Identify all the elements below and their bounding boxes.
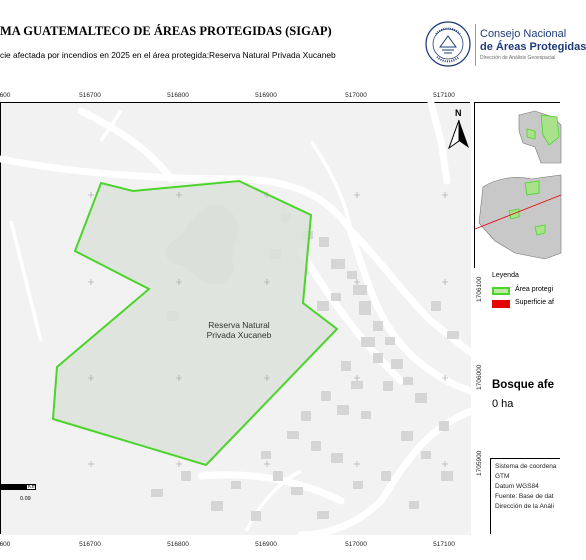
y-tick-right: 1705900 bbox=[476, 450, 483, 476]
metadata-line: GTM bbox=[495, 473, 510, 480]
x-tick-bottom: 516700 bbox=[79, 541, 101, 548]
inset-map-canvas bbox=[475, 103, 561, 269]
metadata-line: Dirección de la Análi bbox=[495, 503, 554, 510]
org-department: Dirección de Análisis Geoespacial bbox=[480, 55, 556, 61]
protected-area-label bbox=[184, 320, 294, 340]
header bbox=[0, 0, 560, 80]
map-title: MA GUATEMALTECO DE ÁREAS PROTEGIDAS (SIGAP) bbox=[0, 24, 332, 38]
x-tick-top: 517000 bbox=[345, 92, 367, 99]
scale-value: 0.09 bbox=[20, 496, 31, 502]
map-canvas[interactable] bbox=[1, 103, 471, 535]
legend-label-protected-area: Área protegi bbox=[515, 286, 554, 293]
y-tick-right: 1706100 bbox=[476, 276, 483, 302]
logo-divider bbox=[475, 24, 476, 66]
north-arrow-shape bbox=[448, 120, 470, 150]
x-tick-bottom: 600 bbox=[0, 541, 11, 548]
inset-protected-upper2 bbox=[527, 129, 535, 139]
x-tick-bottom: 517000 bbox=[345, 541, 367, 548]
metadata-line: Fuente: Base de dat bbox=[495, 493, 554, 500]
affected-forest-value: 0 ha bbox=[492, 398, 514, 410]
x-tick-bottom: 516900 bbox=[255, 541, 277, 548]
north-label: N bbox=[455, 108, 462, 118]
metadata-line: Sistema de coordena bbox=[495, 463, 557, 470]
legend-swatch-protected-area bbox=[492, 287, 510, 295]
inset-protected-lower bbox=[525, 181, 539, 195]
scale-unit: Km bbox=[28, 484, 37, 490]
protected-area-label-line2: Privada Xucaneb bbox=[206, 330, 272, 340]
x-tick-top: 516900 bbox=[255, 92, 277, 99]
x-tick-top: 600 bbox=[0, 92, 11, 99]
org-name-line1: Consejo Nacional bbox=[480, 28, 567, 40]
main-map[interactable] bbox=[0, 102, 470, 534]
protected-area-label-line1: Reserva Natural bbox=[208, 320, 270, 330]
x-tick-bottom: 516800 bbox=[167, 541, 189, 548]
x-tick-top: 517100 bbox=[433, 92, 455, 99]
x-tick-top: 516700 bbox=[79, 92, 101, 99]
legend-swatch-affected-surface bbox=[492, 300, 510, 308]
inset-locator-map[interactable] bbox=[474, 102, 560, 268]
org-name-line2: de Áreas Protegidas bbox=[480, 41, 586, 53]
metadata-line: Datum WGS84 bbox=[495, 483, 539, 490]
legend-title: Leyenda bbox=[492, 272, 519, 279]
inset-protected-lower3 bbox=[535, 225, 545, 235]
guatemala-seal-logo bbox=[424, 20, 472, 68]
x-tick-top: 516800 bbox=[167, 92, 189, 99]
legend-label-affected-surface: Superficie af bbox=[515, 299, 554, 306]
map-subtitle: cie afectada por incendios en 2025 en el área protegida:Reserva Natural Privada Xucaneb bbox=[0, 50, 336, 60]
y-tick-right: 1706000 bbox=[476, 364, 483, 390]
scale-bar-segment bbox=[0, 484, 26, 490]
affected-forest-label: Bosque afe bbox=[492, 379, 554, 391]
x-tick-bottom: 517100 bbox=[433, 541, 455, 548]
